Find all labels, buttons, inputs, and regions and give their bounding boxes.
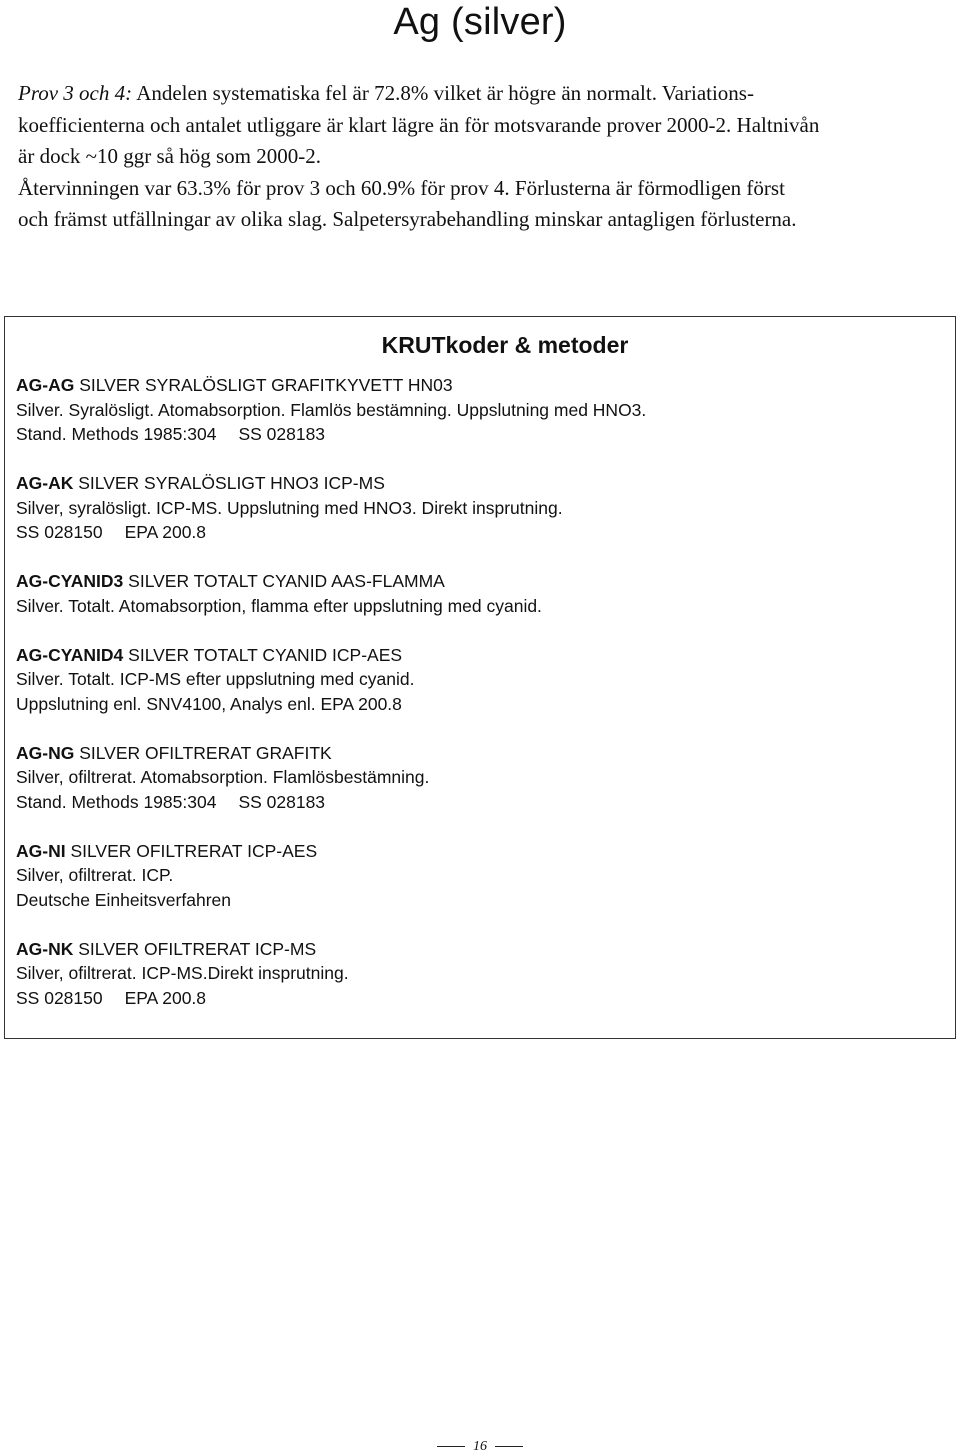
method-reference-a: SS 028150: [16, 987, 103, 1008]
page-number: 16: [473, 1439, 487, 1454]
method-reference-b: SS 028183: [238, 791, 326, 812]
method-entry-ag-ni: [16, 839, 936, 913]
method-reference-b: SS 028183: [238, 424, 326, 444]
method-reference-a: Stand. Methods 1985:304: [16, 791, 217, 812]
footer-dash-right: [495, 1446, 523, 1447]
method-entry-ag-cyanid3: [16, 569, 936, 618]
krut-title: KRUTkoder & metoder: [381, 332, 629, 358]
method-description: Silver. Totalt. Atomabsorption, flamma efter uppslutning med cyanid.: [16, 595, 542, 616]
method-heading: [16, 471, 936, 496]
method-code: AG-CYANID3: [16, 571, 124, 591]
method-heading: [16, 643, 936, 668]
method-reference: [16, 422, 936, 447]
method-heading: [16, 569, 936, 594]
method-heading: [16, 741, 936, 766]
method-description: Silver. Totalt. ICP-MS efter uppslutning med cyanid.: [16, 669, 415, 689]
method-heading: [16, 373, 936, 398]
method-list: [16, 373, 936, 1035]
method-code: AG-NG: [16, 742, 75, 763]
method-reference: [16, 520, 936, 545]
method-code: AG-AG: [16, 375, 75, 395]
method-description: Silver, syralösligt. ICP-MS. Uppslutning med HNO3. Direkt insprutning.: [16, 497, 563, 518]
method-name: SILVER TOTALT CYANID AAS-FLAMMA: [123, 571, 445, 591]
method-code: AG-NK: [16, 938, 74, 959]
intro-line: koefficienterna och antalet utliggare är klart lägre än för motsvarande prover 2000-2. Haltnivån: [18, 112, 820, 137]
intro-line: och främst utfällningar av olika slag. Salpetersyrabehandling minskar antagligen förlusterna.: [18, 207, 797, 231]
method-heading: [16, 839, 936, 864]
method-name: SILVER OFILTRERAT ICP-MS: [73, 938, 317, 959]
method-code: AG-CYANID4: [16, 644, 124, 665]
method-name: SILVER OFILTRERAT ICP-AES: [65, 840, 318, 861]
intro-text: Andelen systematiska fel är 72.8% vilket är högre än normalt. Variations-: [132, 81, 754, 105]
method-description: Silver. Syralösligt. Atomabsorption. Flamlös bestämning. Uppslutning med HNO3.: [16, 399, 647, 420]
method-reference: [16, 790, 936, 815]
intro-line: Återvinningen var 63.3% för prov 3 och 60.9% för prov 4. Förlusterna är förmodligen först: [18, 175, 785, 200]
method-name: SILVER SYRALÖSLIGT GRAFITKYVETT HN03: [74, 375, 453, 395]
intro-lead: Prov 3 och 4:: [18, 81, 133, 105]
page-footer: [0, 1438, 960, 1456]
method-code: AG-AK: [16, 473, 74, 493]
method-heading: [16, 937, 936, 962]
method-name: SILVER SYRALÖSLIGT HNO3 ICP-MS: [73, 473, 385, 493]
method-entry-ag-cyanid4: [16, 643, 936, 717]
intro-line: [18, 78, 948, 110]
intro-paragraph: [18, 78, 948, 236]
method-name: SILVER TOTALT CYANID ICP-AES: [123, 644, 403, 665]
page-title: Ag (silver): [393, 1, 567, 43]
method-reference: [16, 986, 936, 1011]
method-entry-ag-ng: [16, 741, 936, 815]
method-description: Silver, ofiltrerat. ICP-MS.Direkt insprutning.: [16, 963, 349, 983]
method-reference-b: EPA 200.8: [124, 987, 207, 1008]
method-description: Silver, ofiltrerat. ICP.: [16, 865, 174, 885]
method-reference-b: EPA 200.8: [124, 522, 207, 542]
footer-dash-left: [437, 1446, 465, 1447]
method-entry-ag-nk: [16, 937, 936, 1011]
method-reference-a: SS 028150: [16, 522, 103, 542]
method-entry-ag-ag: [16, 373, 936, 447]
method-code: AG-NI: [16, 840, 66, 861]
krut-methods-box: [4, 316, 956, 1039]
method-description: Silver, ofiltrerat. Atomabsorption. Flamlösbestämning.: [16, 767, 430, 787]
method-reference: Uppslutning enl. SNV4100, Analys enl. EPA 200.8: [16, 693, 402, 714]
method-name: SILVER OFILTRERAT GRAFITK: [74, 742, 332, 763]
method-reference: Deutsche Einheitsverfahren: [16, 889, 231, 910]
method-entry-ag-ak: [16, 471, 936, 545]
method-reference-a: Stand. Methods 1985:304: [16, 424, 217, 444]
intro-line: är dock ~10 ggr så hög som 2000-2.: [18, 144, 321, 168]
